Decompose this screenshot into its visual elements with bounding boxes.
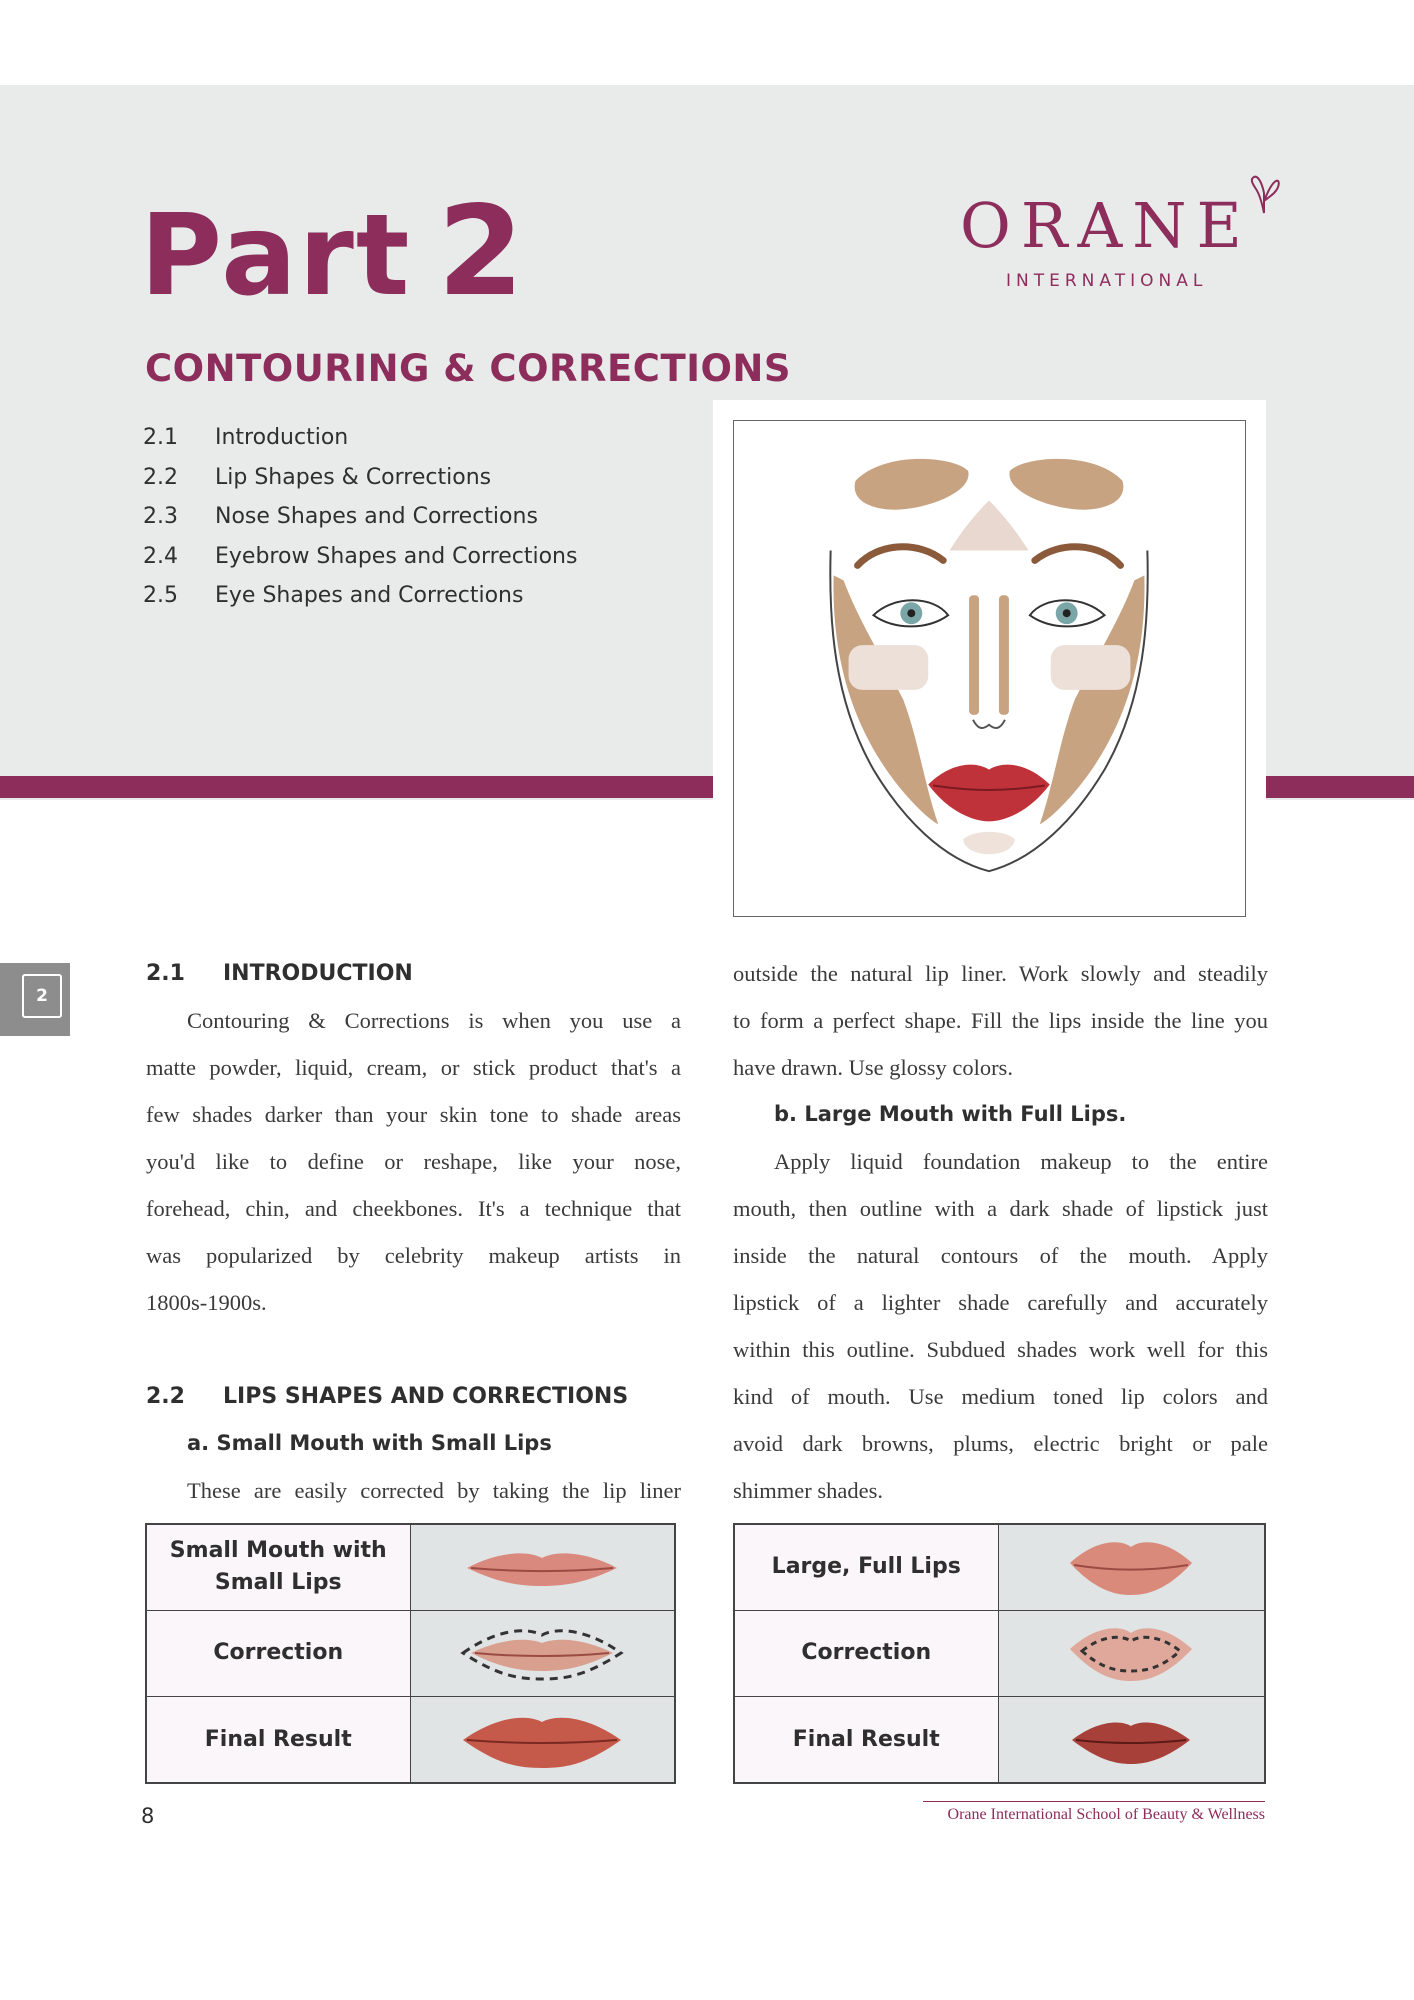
lips-image-cell <box>998 1524 1265 1610</box>
table-row <box>146 1524 675 1610</box>
footer-divider <box>923 1801 1265 1802</box>
lips-line: shimmer shades. <box>733 1478 883 1503</box>
section-subtitle: CONTOURING & CORRECTIONS <box>145 347 792 390</box>
lips-line: kind of mouth. Use medium toned lip colors and <box>733 1384 1268 1409</box>
toc-item <box>143 497 577 537</box>
lips-image-cell <box>998 1697 1265 1783</box>
table-row <box>146 1610 675 1696</box>
lips-line: outside the natural lip liner. Work slowly and steadily <box>733 961 1268 986</box>
label-line: Correction <box>801 1640 932 1666</box>
label-line: Large, Full Lips <box>771 1554 961 1580</box>
toc-title: Nose Shapes and Corrections <box>215 504 538 530</box>
table-row <box>734 1697 1265 1783</box>
label-line: Correction <box>213 1640 344 1666</box>
toc-title: Eyebrow Shapes and Corrections <box>215 543 578 569</box>
lips-line: avoid dark browns, plums, electric bright or pale <box>733 1431 1268 1456</box>
lips-image-cell <box>410 1697 675 1783</box>
intro-line: forehead, chin, and cheekbones. It's a technique that <box>146 1196 681 1221</box>
lips-correction-illustration <box>1066 1621 1196 1685</box>
label-line: Small Lips <box>214 1570 342 1596</box>
toc-number: 2.3 <box>143 504 178 530</box>
table-row <box>734 1610 1265 1696</box>
toc-number: 2.1 <box>143 425 178 451</box>
intro-line: matte powder, liquid, cream, or stick product that's a <box>146 1055 681 1080</box>
lips-line: have drawn. Use glossy colors. <box>733 1055 1013 1080</box>
part-word: Part <box>140 191 412 321</box>
intro-heading-title: INTRODUCTION <box>223 961 413 986</box>
part-number: 2 <box>437 180 526 324</box>
large-lips-illustration <box>1066 1535 1196 1599</box>
lips-final-illustration <box>1066 1712 1196 1768</box>
table-row <box>146 1697 675 1783</box>
table-label-cell <box>146 1697 410 1783</box>
part-title <box>140 180 526 324</box>
lips-final-illustration <box>457 1708 627 1772</box>
toc-title: Introduction <box>215 425 349 451</box>
small-lips-illustration <box>457 1542 627 1592</box>
toc-number: 2.5 <box>143 583 178 609</box>
toc-number: 2.2 <box>143 464 178 490</box>
label-line: Final Result <box>792 1726 940 1752</box>
lips-line: within this outline. Subdued shades work well for this <box>733 1337 1268 1362</box>
toc-item <box>143 576 577 616</box>
spacer <box>146 1326 681 1373</box>
intro-line: 1800s-1900s. <box>146 1290 267 1315</box>
intro-line: was popularized by celebrity makeup artists in <box>146 1243 681 1268</box>
toc-item <box>143 537 577 577</box>
lips-image-cell <box>410 1524 675 1610</box>
label-line: Small Mouth with <box>169 1538 387 1564</box>
lips-heading <box>146 1373 681 1420</box>
table-label-cell <box>734 1697 998 1783</box>
lips-line: inside the natural contours of the mouth. Apply <box>733 1243 1268 1268</box>
toc-title: Lip Shapes & Corrections <box>215 464 492 490</box>
logo-word: ORANE <box>960 189 1252 262</box>
chapter-tab-label: 2 <box>22 974 62 1018</box>
right-column <box>733 950 1268 1514</box>
lips-correction-illustration <box>457 1621 627 1685</box>
label-line: Final Result <box>204 1726 352 1752</box>
lips-heading-number: 2.2 <box>146 1384 185 1409</box>
lips-line: Apply liquid foundation makeup to the entire <box>774 1149 1268 1174</box>
lips-heading-title: LIPS SHAPES AND CORRECTIONS <box>223 1384 629 1409</box>
chapter-tab <box>0 963 70 1036</box>
lips-line: mouth, then outline with a dark shade of lipstick just <box>733 1196 1268 1221</box>
intro-heading-number: 2.1 <box>146 961 185 986</box>
small-lips-table <box>145 1523 676 1784</box>
lips-image-cell <box>998 1610 1265 1696</box>
accent-bar-left <box>0 776 713 798</box>
toc-item <box>143 458 577 498</box>
face-contour-illustration <box>733 420 1246 917</box>
face-contour-drawing <box>734 421 1245 916</box>
table-row <box>734 1524 1265 1610</box>
table-label-cell <box>146 1610 410 1696</box>
left-column <box>146 950 681 1514</box>
table-label-cell <box>146 1524 410 1610</box>
table-of-contents <box>143 418 577 616</box>
lips-image-cell <box>410 1610 675 1696</box>
table-label-cell <box>734 1610 998 1696</box>
toc-item <box>143 418 577 458</box>
orane-logo <box>960 189 1290 305</box>
logo-subtitle: INTERNATIONAL <box>1006 271 1208 291</box>
butterfly-icon <box>1246 173 1282 217</box>
footer-school-name: Orane International School of Beauty & Wellness <box>947 1806 1265 1823</box>
intro-line: few shades darker than your skin tone to shade areas <box>146 1102 681 1127</box>
lips-line: to form a perfect shape. Fill the lips inside the line you <box>733 1008 1268 1033</box>
toc-title: Eye Shapes and Corrections <box>215 583 524 609</box>
lips-subheading-b: b. Large Mouth with Full Lips. <box>774 1102 1127 1126</box>
lips-line: lipstick of a lighter shade carefully and accurately <box>733 1290 1268 1315</box>
toc-number: 2.4 <box>143 543 178 569</box>
intro-line: Contouring & Corrections is when you use a <box>187 1008 681 1033</box>
table-label-cell <box>734 1524 998 1610</box>
page-number: 8 <box>141 1804 155 1828</box>
accent-bar-right <box>1266 776 1414 798</box>
lips-line: These are easily corrected by taking the lip liner <box>187 1478 681 1503</box>
lips-subheading-a: a. Small Mouth with Small Lips <box>187 1431 552 1455</box>
large-lips-table <box>733 1523 1266 1784</box>
intro-heading <box>146 950 681 997</box>
intro-line: you'd like to define or reshape, like your nose, <box>146 1149 681 1174</box>
